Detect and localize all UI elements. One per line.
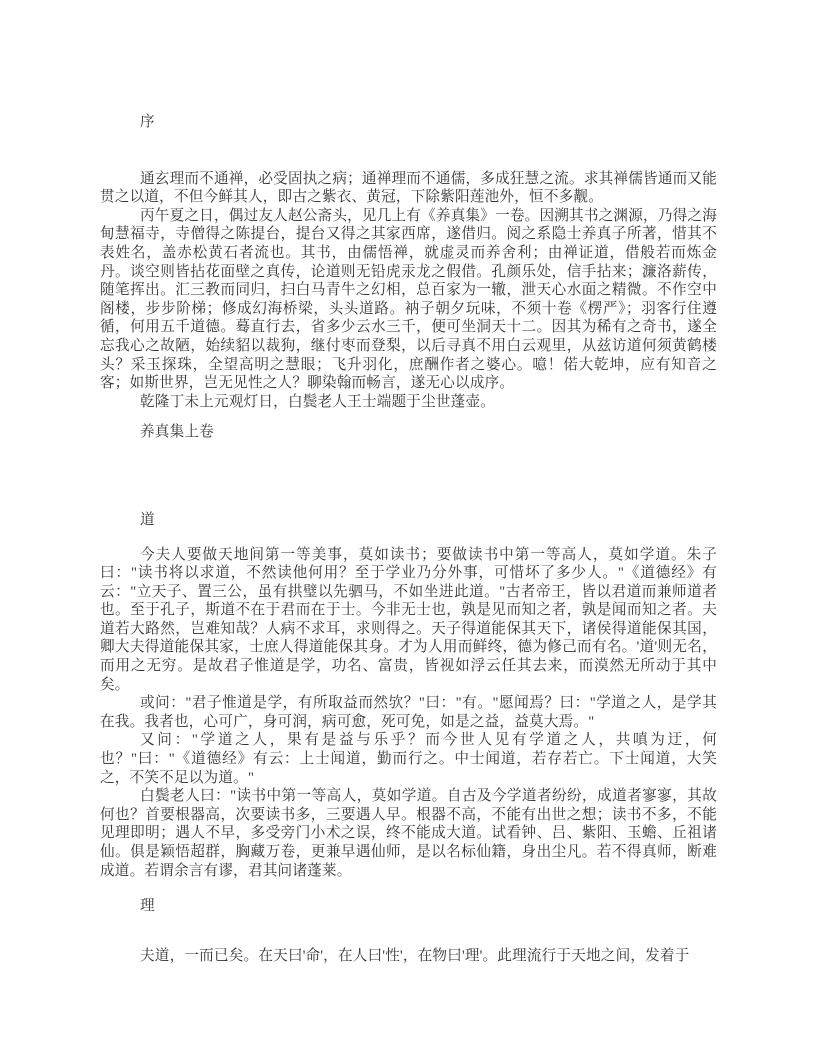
chapter-li-heading: 理: [140, 898, 155, 915]
chapter-dao-paragraph-3: 又问："学道之人，果有是益与乐乎？而今世人见有学道之人，共嗔为迂，何也？"曰："《道德经》有云：上士闻道，勤而行之。中士闻道，若存若亡。下士闻道，大笑之，不笑不足以为道。": [100, 732, 717, 786]
preface-paragraph-1: 通玄理而不通禅，必受固执之病；通禅理而不通儒，多成狂慧之流。求其禅儒皆通而又能贯之以道，不但今鲜其人，即古之紫衣、黄冠，下除紫阳莲池外，恒不多觏。: [100, 170, 717, 206]
chapter-dao-paragraph-1: 今夫人要做天地间第一等美事，莫如读书；要做读书中第一等高人，莫如学道。朱子曰："读书将以求道，不然读他何用？至于学业乃分外事，可惜坏了多少人。"《道德经》有云："立天子、置三公，虽有拱璧以先驷马，不如坐进此道。"古者帝王，皆以君道而兼师道者也。至于孔子，斯道不在于君而在于士。今非无士也，孰是见而知之者，孰是闻而知之者。夫道若大路然，岂难知哉？人病不求耳，求则得之。天子得道能保其天下，诸侯得道能保其国，卿大夫得道能保其家，士庶人得道能保其身。才为人用而鲜终，德为修己而有名。'道'则无名，而用之无穷。是故君子惟道是学，功名、富贵，皆视如浮云任其去来，而漠然无所动于其中矣。: [100, 546, 717, 693]
chapter-dao-paragraph-2: 或问："君子惟道是学，有所取益而然欤？"曰："有。"愿闻焉？曰："学道之人，是学其在我。我者也，心可广，身可润，病可愈，死可免，如是之益，益莫大焉。": [100, 695, 717, 730]
chapter-dao-heading: 道: [140, 511, 155, 528]
preface-signature-line: 乾隆丁未上元观灯日，白鬓老人王士端题于尘世蓬壶。: [140, 393, 496, 410]
preface-heading: 序: [140, 114, 155, 130]
preface-paragraph-2: 丙午夏之日，偶过友人赵公斋头，见几上有《养真集》一卷。因溯其书之渊源，乃得之海甸慧福寺，寺僧得之陈提台，提台又得之其家西席，遂借归。阅之系隐士养真子所著，惜其不表姓名，盖赤松黄石者流也。其书，由儒悟禅，就虚灵而养舍利；由禅证道，借般若而炼金丹。谈空则皆拈花面壁之真传，论道则无铅虎汞龙之假借。孔颜乐处，信手拈来；濂洛薪传，随笔挥出。汇三教而同归，扫白马青牛之幻相，总百家为一辙，泄天心水面之精微。不作空中阁楼，步步阶梯；修成幻海桥梁，头头道路。衲子朝夕玩味，不须十卷《楞严》；羽客行住遵循，何用五千道德。蓦直行去，省多少云水三千，便可坐洞天十二。因其为稀有之奇书，遂全忘我心之故陋，始续貂以裁狗，继付枣而登梨，以后寻真不用白云观里，从兹访道何须黄鹤楼头？采玉探珠，全望高明之慧眼；飞升羽化，庶酬作者之婆心。噫！偌大乾坤，应有知音之客；如斯世界，岂无见性之人？聊染翰而畅言，遂无心以成序。: [100, 207, 717, 392]
chapter-dao-paragraph-4: 白鬓老人曰："读书中第一等高人，莫如学道。自古及今学道者纷纷，成道者寥寥，其故何也？首要根器高，次要读书多，三要遇人早。根器不高，不能有出世之想；读书不多，不能见理即明；遇人不早，多受旁门小术之误，终不能成大道。试看钟、吕、紫阳、玉蟾、丘祖诸仙。俱是颖悟超群，胸藏万卷，更兼早遇仙师，是以名标仙籍，身出尘凡。若不得真师，断难成道。若谓余言有谬，君其问诸蓬莱。: [100, 788, 717, 879]
chapter-li-paragraph-1: 夫道，一而已矣。在天曰'命'，在人曰'性'，在物曰'理'。此理流行于天地之间，发着于: [140, 947, 690, 964]
volume-title: 养真集上卷: [140, 424, 214, 441]
